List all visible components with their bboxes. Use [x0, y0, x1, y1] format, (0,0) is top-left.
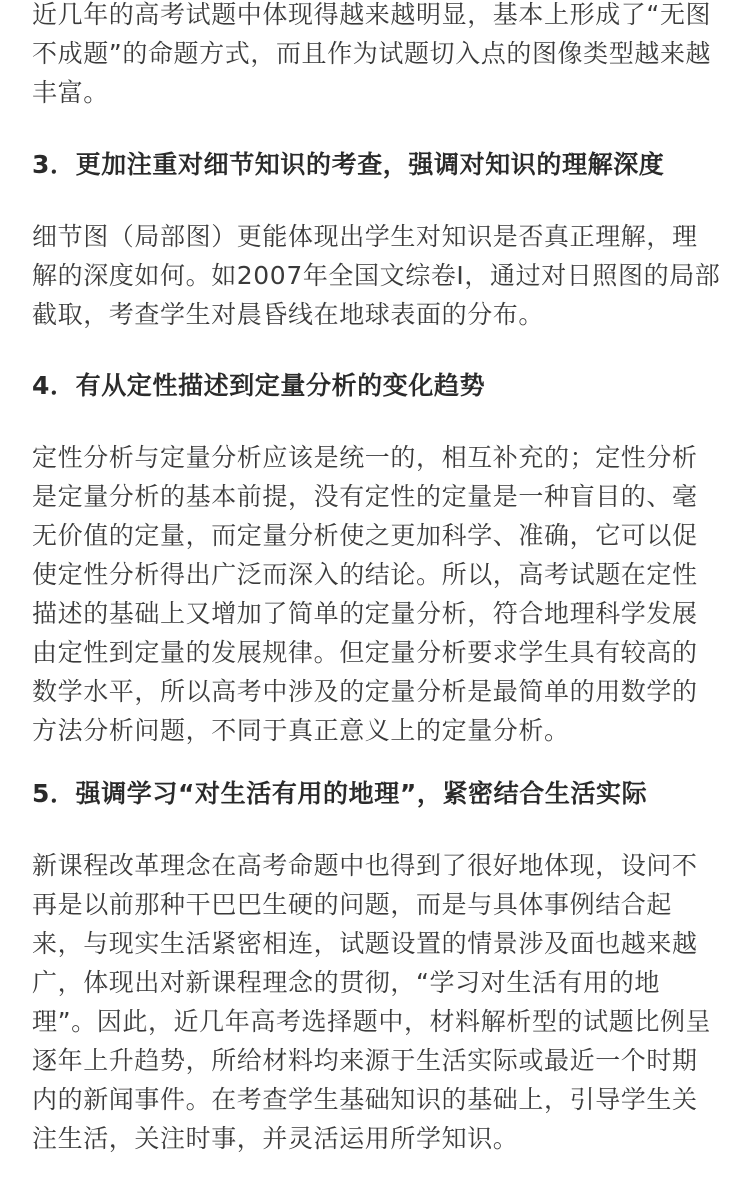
section-3-paragraph: 细节图（局部图）更能体现出学生对知识是否真正理解，理解的深度如何。如2007年全国文综卷Ⅰ，通过对日照图的局部截取，考查学生对晨昏线在地球表面的分布。 — [32, 222, 721, 329]
section-3-heading: 3．更加注重对细节知识的考查，强调对知识的理解深度 — [32, 150, 665, 179]
section-5-heading: 5．强调学习“对生活有用的地理”，紧密结合生活实际 — [32, 779, 648, 808]
section-5-paragraph: 新课程改革理念在高考命题中也得到了很好地体现，设问不再是以前那种干巴巴生硬的问题，而是与具体事例结合起来，与现实生活紧密相连，试题设置的情景涉及面也越来越广，体现出对新课程理念的贯彻，“学习对生活有用的地理”。因此，近几年高考选择题中，材料解析型的试题比例呈逐年上升趋势，所给材料均来源于生活实际或最近一个时期内的新闻事件。在考查学生基础知识的基础上，引导学生关注生活，关注时事，并灵活运用所学知识。 — [32, 851, 712, 1153]
section-4-heading: 4．有从定性描述到定量分析的变化趋势 — [32, 371, 486, 400]
intro-paragraph: 近几年的高考试题中体现得越来越明显，基本上形成了“无图不成题”的命题方式，而且作为试题切入点的图像类型越来越丰富。 — [32, 0, 712, 107]
section-4-paragraph: 定性分析与定量分析应该是统一的，相互补充的；定性分析是定量分析的基本前提，没有定性的定量是一种盲目的、毫无价值的定量，而定量分析使之更加科学、准确，它可以促使定性分析得出广泛而深入的结论。所以，高考试题在定性描述的基础上又增加了简单的定量分析，符合地理科学发展由定性到定量的发展规律。但定量分析要求学生具有较高的数学水平，所以高考中涉及的定量分析是最简单的用数学的方法分析问题，不同于真正意义上的定量分析。 — [32, 443, 698, 745]
